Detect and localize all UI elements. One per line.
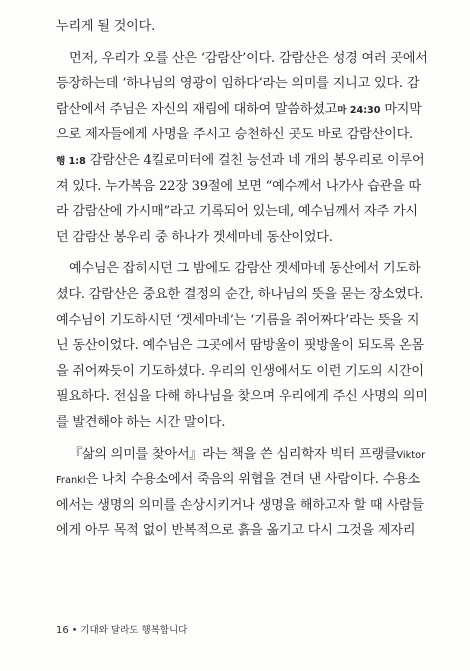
text-line: 닌 동산이었다. 예수님은 그곳에서 땀방울이 핏방울이 되도록 온몸 — [56, 338, 424, 354]
author-name-latin: Viktor — [396, 449, 426, 461]
text-segment: 람산에서 주님은 자신의 재림에 대하여 말씀하셨고 — [56, 101, 338, 117]
text-line: 예수님이 기도하시던 ‘겟세마네’는 ‘기름을 쥐어짜다’라는 뜻을 지 — [56, 312, 420, 328]
scripture-reference: 행 1:8 — [56, 155, 86, 167]
text-segment: 『삶의 의미를 찾아서』라는 책을 쓴 심리학자 빅터 프랭클 — [69, 446, 397, 462]
text-line: 등장하는데 ‘하나님의 영광이 임하다’라는 의미를 지니고 있다. 감 — [56, 76, 420, 92]
text-line: 에게 아무 목적 없이 반복적으로 흙을 옮기고 다시 그것을 제자리 — [56, 523, 416, 539]
text-line — [56, 467, 420, 493]
text-line — [56, 442, 426, 468]
text-line: 에서는 생명의 의미를 손상시키거나 생명을 해하고자 할 때 사람들 — [56, 497, 424, 513]
text-segment: 감람산은 4킬로미터에 걸친 능선과 네 개의 봉우리로 이루어 — [89, 152, 425, 168]
text-line: 예수님은 잡히시던 그 밤에도 감람산 겟세마네 동산에서 기도하 — [69, 261, 421, 277]
paragraph-frankl — [56, 442, 426, 544]
text-line: 라 감람산에 가시매”라고 기록되어 있는데, 예수님께서 자주 가시 — [56, 204, 418, 220]
text-line: 필요하다. 전심을 다해 하나님을 찾으며 우리에게 주신 사명의 의미 — [56, 389, 428, 405]
text-segment: 은 나치 수용소에서 죽음의 위협을 견뎌 낸 사람이다. 수용소 — [85, 472, 420, 488]
page-footer — [56, 625, 187, 637]
text-line — [56, 97, 422, 123]
text-line — [56, 148, 425, 174]
text-segment: 마지막 — [384, 101, 422, 117]
paragraph-mount-of-olives — [56, 46, 428, 251]
page-body — [56, 14, 428, 544]
text-line: 먼저, 우리가 오를 산은 ‘감람산’이다. 감람산은 성경 여러 곳에서 — [69, 50, 428, 66]
text-line: 을 쥐어짜듯이 기도하셨다. 우리의 인생에서도 이런 기도의 시간이 — [56, 363, 424, 379]
footer-separator: • — [71, 625, 78, 636]
text-line: 으로 제자들에게 사명을 주시고 승천하신 곳도 바로 감람산이다. — [56, 127, 413, 143]
paragraph-continued — [56, 14, 413, 40]
text-line: 를 발견해야 하는 시간 말이다. — [56, 414, 226, 430]
paragraph-gethsemane — [56, 256, 428, 435]
text-line: 셨다. 감람산은 중요한 결정의 순간, 하나님의 뜻을 묻는 장소였다. — [56, 286, 424, 302]
page-number: 16 — [56, 625, 69, 636]
text-line: 져 있다. 누가복음 22장 39절에 보면 “예수께서 나가사 습관을 따 — [56, 178, 421, 194]
text-line: 누리게 될 것이다. — [56, 19, 156, 34]
author-name-latin: Frankl — [56, 475, 86, 487]
running-title: 기대와 달라도 행복합니다 — [80, 625, 188, 636]
scripture-reference: 마 24:30 — [337, 104, 381, 116]
text-line: 던 감람산 봉우리 중 하나가 겟세마네 동산이었다. — [56, 229, 333, 245]
